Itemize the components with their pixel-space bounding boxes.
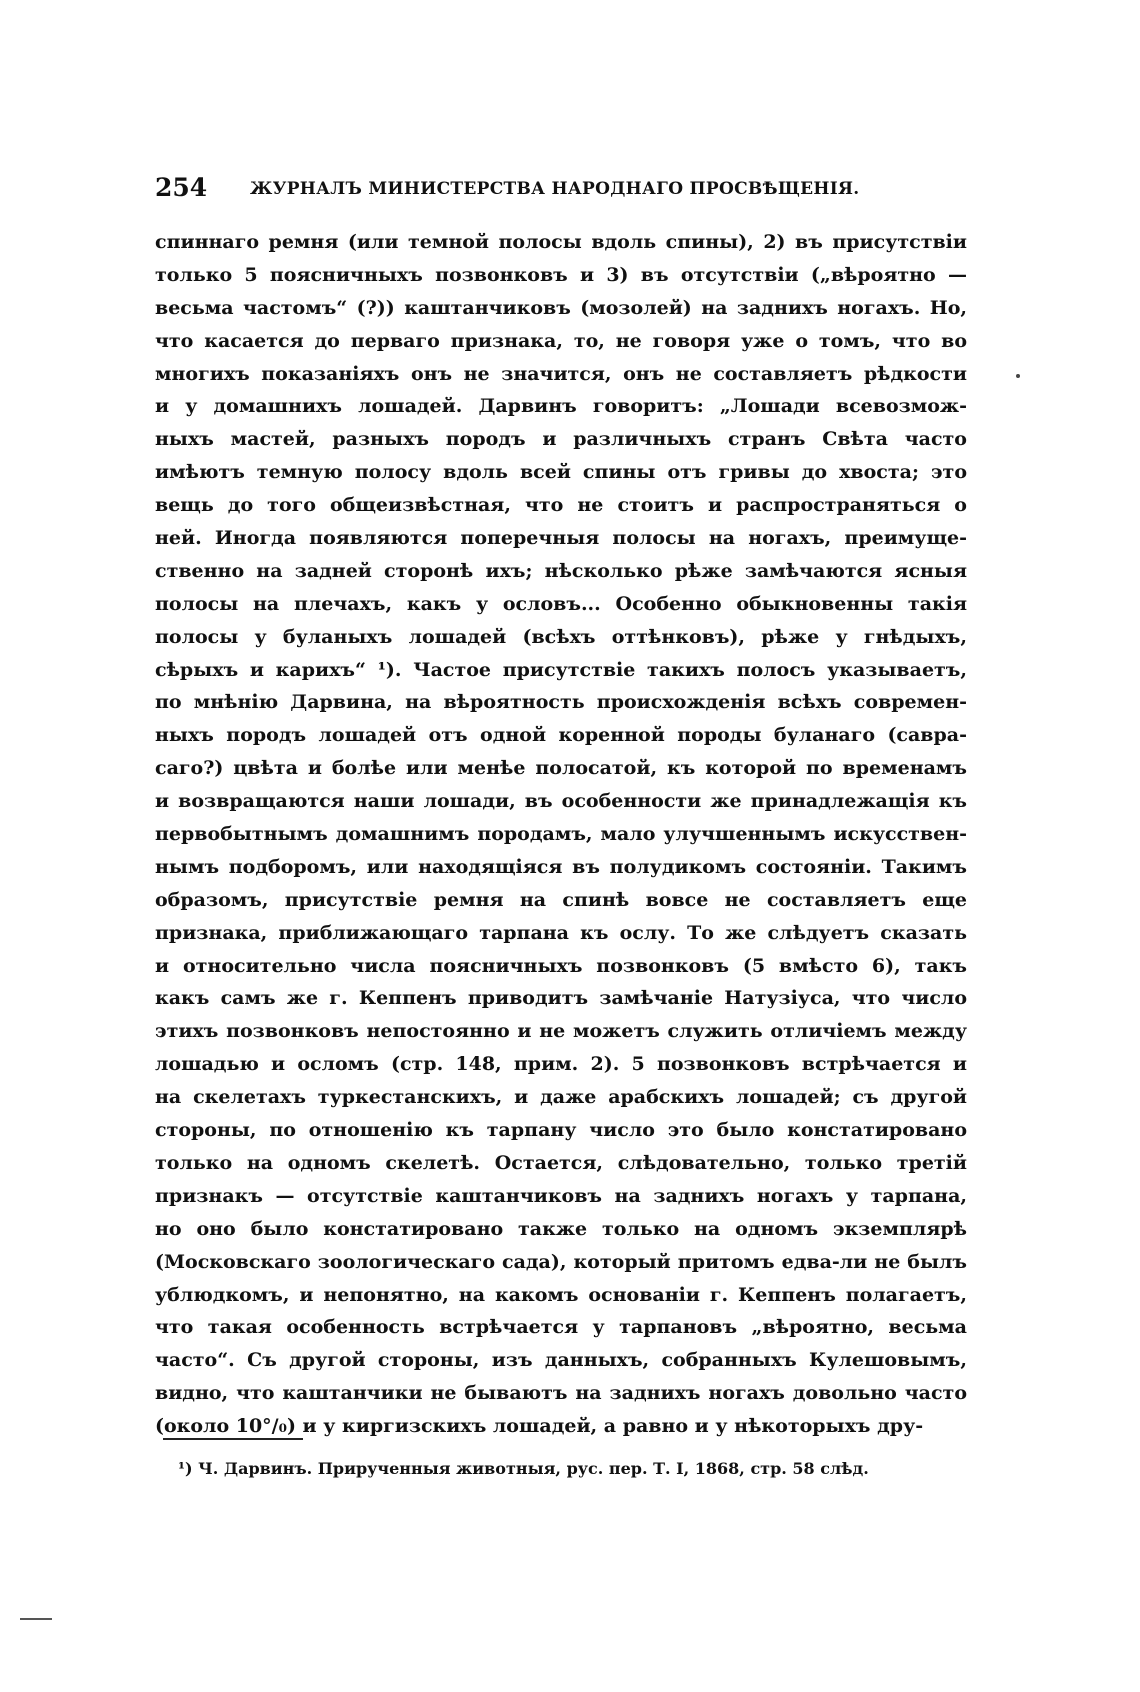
text-line: многихъ показаніяхъ онъ не значится, онъ не составляетъ рѣдкости	[155, 362, 967, 385]
text-line: имѣютъ темную полосу вдоль всей спины отъ гривы до хвоста; это	[155, 461, 967, 484]
print-speck	[1016, 374, 1020, 378]
text-line: стороны, по отношенію къ тарпану число это было констатировано	[155, 1119, 967, 1142]
text-line: вещь до того общеизвѣстная, что не стоитъ и распространяться о	[155, 494, 967, 517]
text-line: первобытнымъ домашнимъ породамъ, мало улучшеннымъ искусствен-	[155, 823, 967, 846]
text-line: только 5 поясничныхъ позвонковъ и 3) въ отсутствіи („вѣроятно —	[155, 263, 967, 286]
body-text	[155, 226, 967, 1443]
text-line: и относительно числа поясничныхъ позвонковъ (5 вмѣсто 6), такъ	[155, 954, 967, 977]
text-line: лошадью и осломъ (стр. 148, прим. 2). 5 позвонковъ встрѣчается и	[155, 1053, 967, 1076]
text-line: (Московскаго зоологическаго сада), который притомъ едва-ли не былъ	[155, 1250, 967, 1273]
text-line: ней. Иногда появляются поперечныя полосы на ногахъ, преимуще-	[155, 527, 967, 550]
running-head	[155, 170, 955, 206]
text-line: (около 10°/₀) и у киргизскихъ лошадей, а равно и у нѣкоторыхъ дру-	[155, 1415, 924, 1438]
text-line: сѣрыхъ и карихъ“ ¹). Частое присутствіе такихъ полосъ указываетъ,	[155, 658, 967, 681]
text-line: этихъ позвонковъ непостоянно и не можетъ служить отличіемъ между	[155, 1020, 967, 1043]
text-line: признака, приближающаго тарпана къ ослу. То же слѣдуетъ сказать	[155, 921, 967, 944]
text-line: ныхъ мастей, разныхъ породъ и различныхъ странъ Свѣта часто	[155, 428, 967, 451]
footnote: ¹) Ч. Дарвинъ. Прирученныя животныя, рус. пер. Т. I, 1868, стр. 58 слѣд.	[178, 1459, 869, 1478]
text-line: какъ самъ же г. Кеппенъ приводитъ замѣчаніе Натузіуса, что число	[155, 987, 967, 1010]
text-line: весьма частомъ“ (?)) каштанчиковъ (мозолей) на заднихъ ногахъ. Но,	[155, 296, 967, 319]
page-number: 254	[155, 173, 208, 202]
text-line: и возвращаются наши лошади, въ особенности же принадлежащія къ	[155, 790, 967, 813]
text-line: спиннаго ремня (или темной полосы вдоль спины), 2) въ присутствіи	[155, 231, 967, 253]
text-line: только на одномъ скелетѣ. Остается, слѣдовательно, только третій	[155, 1151, 967, 1174]
footnote-divider	[163, 1438, 303, 1440]
text-line: на скелетахъ туркестанскихъ, и даже арабскихъ лошадей; съ другой	[155, 1086, 967, 1109]
text-line: но оно было констатировано также только на одномъ экземплярѣ	[155, 1217, 967, 1240]
text-line: признакъ — отсутствіе каштанчиковъ на заднихъ ногахъ у тарпана,	[155, 1184, 967, 1207]
text-line: полосы на плечахъ, какъ у ословъ... Особенно обыкновенны такія	[155, 592, 967, 615]
margin-mark	[20, 1618, 52, 1620]
text-line: образомъ, присутствіе ремня на спинѣ вовсе не составляетъ еще	[155, 888, 967, 911]
text-line: ублюдкомъ, и непонятно, на какомъ основаніи г. Кеппенъ полагаетъ,	[155, 1283, 967, 1306]
text-line: нымъ подборомъ, или находящіяся въ полудикомъ состояніи. Такимъ	[155, 855, 967, 878]
text-line: ственно на задней сторонѣ ихъ; нѣсколько рѣже замѣчаются ясныя	[155, 559, 967, 582]
journal-title: ЖУРНАЛЪ МИНИСТЕРСТВА НАРОДНАГО ПРОСВѢЩЕНІЯ.	[250, 179, 860, 199]
text-line: что такая особенность встрѣчается у тарпановъ „вѣроятно, весьма	[155, 1316, 967, 1339]
text-line: что касается до перваго признака, то, не говоря уже о томъ, что во	[155, 329, 967, 352]
text-line: часто“. Съ другой стороны, изъ данныхъ, собранныхъ Кулешовымъ,	[155, 1349, 967, 1372]
text-line: видно, что каштанчики не бываютъ на заднихъ ногахъ довольно часто	[155, 1382, 967, 1405]
text-line: саго?) цвѣта и болѣе или менѣе полосатой, къ которой по временамъ	[155, 757, 967, 780]
text-line: и у домашнихъ лошадей. Дарвинъ говоритъ: „Лошади всевозмож-	[155, 395, 967, 418]
text-line: по мнѣнію Дарвина, на вѣроятность происхожденія всѣхъ современ-	[155, 691, 967, 714]
text-line: полосы у буланыхъ лошадей (всѣхъ оттѣнковъ), рѣже у гнѣдыхъ,	[155, 625, 967, 648]
text-line: ныхъ породъ лошадей отъ одной коренной породы буланаго (савра-	[155, 724, 967, 747]
